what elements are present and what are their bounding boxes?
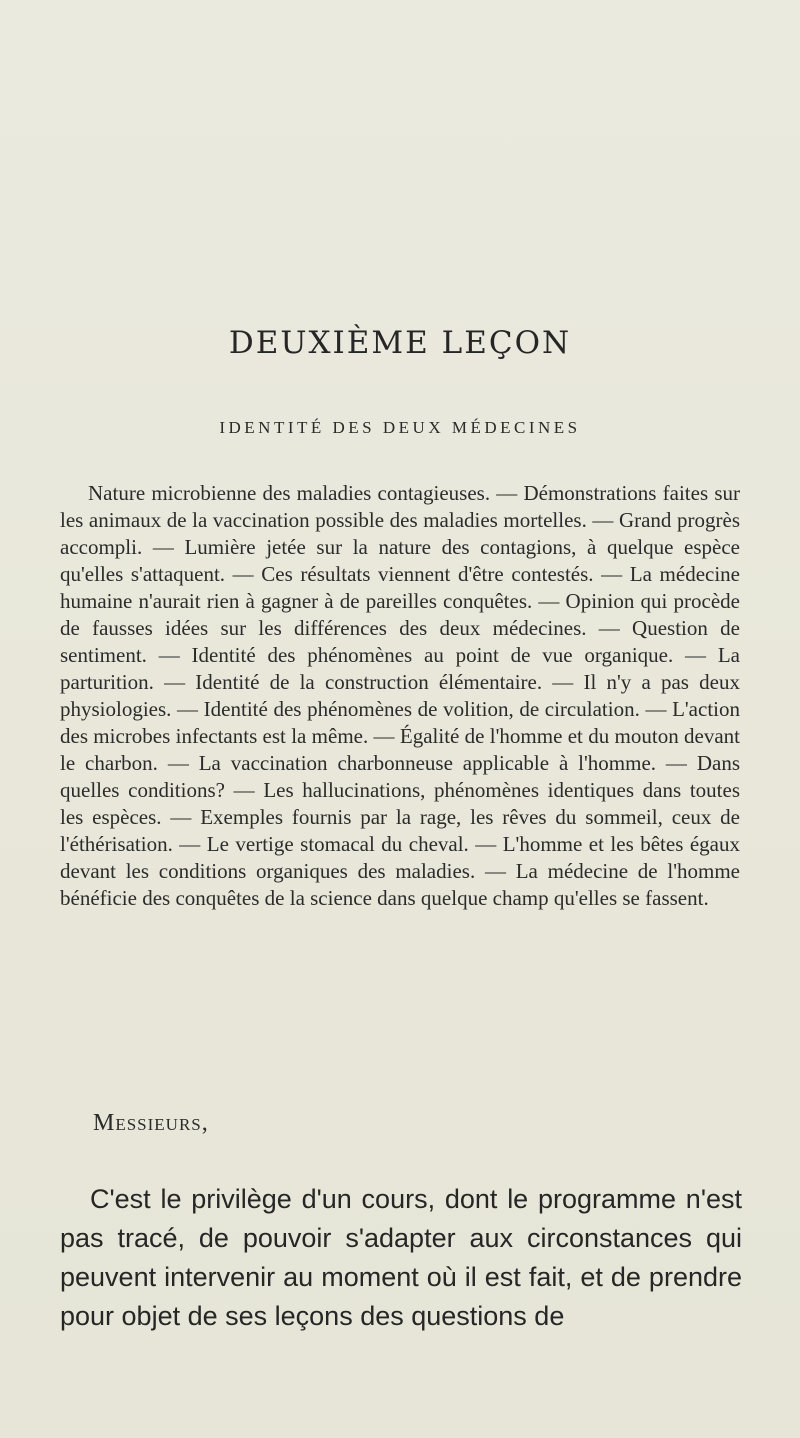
body-paragraph: C'est le privilège d'un cours, dont le programme n'est pas tracé, de pouvoir s'adapter aux circonstances qui peuvent intervenir au moment où il est fait, et de prendre pour objet de ses leçons des questions de — [60, 1184, 742, 1331]
chapter-summary: Nature microbienne des maladies contagieuses. — Démonstrations faites sur les animaux de la vaccination possible des maladies mortelles. — Grand progrès accompli. — Lumière jetée sur la nature des contagions, à quelque espèce qu'elles s'attaquent. — Ces résultats viennent d'être contestés. — La médecine humaine n'aurait rien à gagner à de pareilles conquêtes. — Opinion qui procède de fausses idées sur les différences des deux médecines. — Question de sentiment. — Identité des phénomènes au point de vue organique. — La parturition. — Identité de la construction élémentaire. — Il n'y a pas deux physiologies. — Identité des phénomènes de volition, de circulation. — L'action des microbes infectants est la même. — Égalité de l'homme et du mouton devant le charbon. — La vaccination charbonneuse applicable à l'homme. — Dans quelles conditions? — Les hallucinations, phénomènes identiques dans toutes les espèces. — Exemples fournis par la rage, les rêves du sommeil, ceux de l'éthérisation. — Le vertige stomacal du cheval. — L'homme et les bêtes égaux devant les conditions organiques des maladies. — La médecine de l'homme bénéficie des conquêtes de la science dans quelque champ qu'elles se fassent. — [60, 481, 740, 910]
chapter-subtitle: IDENTITÉ DES DEUX MÉDECINES — [219, 418, 581, 437]
chapter-title: DEUXIÈME LEÇON — [228, 325, 572, 361]
salutation: Messieurs, — [93, 1110, 209, 1136]
